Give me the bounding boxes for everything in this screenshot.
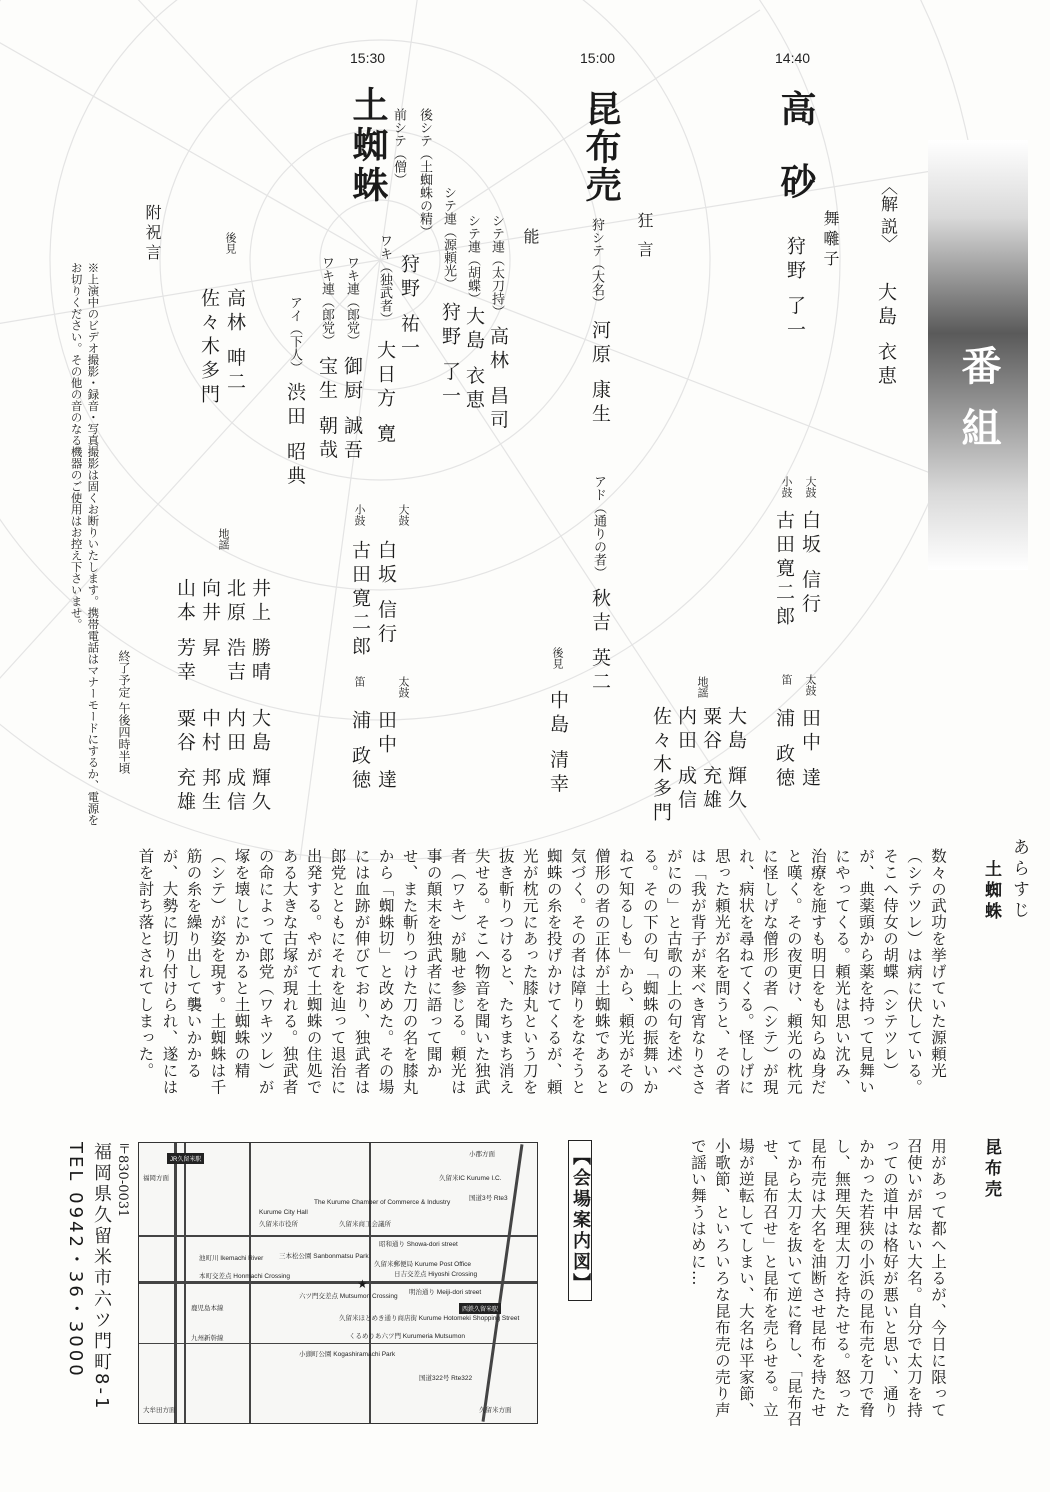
- tsuchigumo-otsuzumi-name: 白坂 信行: [375, 540, 397, 648]
- takasago-title: 高 砂: [775, 90, 817, 211]
- waki-role: ワキ（独武者）: [377, 234, 392, 325]
- konbu-time: 15:00: [580, 50, 616, 66]
- takasago-time: 14:40: [775, 50, 811, 66]
- konbu-shite-name: 河原 康生: [589, 320, 611, 428]
- meiji-dori-road: [139, 1281, 537, 1284]
- tsuchigumo-otsuzumi-label: 大鼓: [397, 504, 410, 526]
- takasago-jiutai-4: 佐々木多門: [650, 706, 672, 826]
- nochi-shite-role: 後シテ（土蜘蛛の精）: [417, 108, 432, 238]
- tsuchigumo-category: 能: [521, 228, 540, 248]
- takasago-otsuzumi-name: 白坂 信行: [799, 510, 821, 618]
- tsuchigumo-jiutai-7: 中村 邦生: [199, 708, 221, 816]
- takasago-kotsuzumi-label: 小鼓: [780, 476, 793, 498]
- tsure2-name: 大島 衣恵: [463, 306, 485, 414]
- tsuchigumo-koken-1: 高林 呻二: [224, 288, 246, 396]
- konbu-synopsis-text: 用があって都へ上るが、今日に限って召使いが居ない大名。自分で太刀を持っての道中は格好が悪いと思い、通りかかった若狭の小浜の昆布売を刀で脅し、無理矢理太刀を持たせる。怒った昆布売は大名を油断させ昆布を持たせてから太刀を抜いて逆に脅し、「昆布召せ、昆布召せ」と昆布を売らせる。立場が逆転してしまい、大名は平家節、小歌節、といろいろな昆布売の売り声で謡い舞うはめに…: [688, 1138, 947, 1428]
- takasago-category: 舞囃子: [821, 210, 840, 270]
- ai-name: 渋田 昭典: [284, 382, 306, 490]
- tsuchigumo-jiutai-2: 北原 浩吉: [224, 578, 246, 686]
- venue-address: 福岡県久留米市六ツ門町8-1: [91, 1142, 112, 1412]
- tsuchigumo-jiutai-5: 大島 輝久: [249, 708, 271, 816]
- hotomeki-label: 久留米ほとめき通り商店街 Kurume Hotomeki Shopping Street: [339, 1315, 520, 1322]
- takasago-taiko-name: 田中 達: [799, 708, 821, 792]
- tsuchigumo-jiutai-8: 粟谷 充雄: [174, 708, 196, 816]
- tsuchigumo-taiko-label: 太鼓: [397, 676, 410, 698]
- venue-star-icon: ★: [357, 1277, 368, 1291]
- konbu-koken-name: 中島 清幸: [547, 690, 569, 798]
- north-south-road-1: [249, 1143, 251, 1423]
- konbu-title: 昆布売: [580, 90, 622, 204]
- mae-shite-role: 前シテ（僧）: [391, 108, 406, 186]
- tsuchigumo-jiutai-4: 山本 芳幸: [174, 578, 196, 686]
- tsuchigumo-shite-name: 狩野 祐一: [398, 254, 420, 362]
- tsure1-name: 高林 昌司: [487, 326, 509, 434]
- ic-label: 久留米IC Kurume I.C.: [439, 1175, 502, 1182]
- takasago-jiutai-2: 粟谷 充雄: [700, 706, 722, 814]
- city-hall: 久留米市役所: [259, 1221, 298, 1228]
- tsuchigumo-taiko-name: 田中 達: [375, 710, 397, 794]
- takasago-shite: 狩野 了一: [784, 236, 806, 344]
- mutsumon-label: 六ツ門交差点 Mutsumon Crossing: [299, 1293, 398, 1300]
- ai-role: アイ（下人）: [287, 296, 302, 374]
- showa-dori-road: [139, 1235, 537, 1237]
- post-label: 久留米郵便局 Kurume Post Office: [374, 1261, 472, 1268]
- venue-map-title: 【会場案内図】: [568, 1140, 592, 1301]
- showa-label: 昭和通り Showa-dori street: [379, 1241, 458, 1248]
- end-time: 終了予定 午後四時半頃: [117, 650, 131, 774]
- tsuchigumo-kotsuzumi-name: 古田寛二郎: [349, 540, 371, 660]
- tsuchigumo-koken-label: 後見: [224, 232, 237, 254]
- shinkansen-label: 九州新幹線: [191, 1335, 224, 1342]
- takasago-taiko-label: 太鼓: [804, 674, 817, 696]
- wakitsure1-role: ワキ連（郎党）: [344, 256, 359, 347]
- tsure2-role: シテ連（胡蝶）: [465, 214, 480, 305]
- wakitsure2-role: ワキ連（郎党）: [319, 256, 334, 347]
- takasago-jiutai-3: 内田 成信: [675, 706, 697, 814]
- konbu-synopsis-title: 昆布売: [981, 1138, 1001, 1201]
- chamber-en: The Kurume Chamber of Commerce & Industry: [314, 1199, 451, 1206]
- to-ogori-label: 小郡方面: [469, 1151, 495, 1158]
- venue-map: [138, 1142, 538, 1424]
- south-road: [139, 1343, 537, 1344]
- tsuchigumo-jiutai-1: 井上 勝晴: [249, 578, 271, 686]
- takasago-fue-name: 浦 政徳: [773, 708, 795, 792]
- takasago-jiutai-label: 地謡: [696, 676, 709, 698]
- notice: ※上演中のビデオ撮影・録音・写真撮影は固くお断りいたします。携帯電話はマナーモードにするか、電源をお切りください。その他の音のなる機器のご使用はお控え下さいませ。: [69, 262, 101, 826]
- meiji-label: 明治通り Meiji-dori street: [409, 1289, 482, 1296]
- banner-title: 番組: [955, 345, 1002, 469]
- wakitsure1-name: 御厨 誠吾: [341, 356, 363, 464]
- tsure1-role: シテ連（太刀持）: [489, 214, 504, 318]
- tsuchigumo-jiutai-label: 地謡: [217, 528, 230, 550]
- tsuchigumo-fue-label: 笛: [353, 676, 366, 687]
- konbu-ado-name: 秋吉 英二: [589, 588, 611, 696]
- north-south-road-2: [369, 1143, 371, 1423]
- konbu-ado-role: アド（通りの者）: [591, 475, 606, 579]
- tsure3-role: シテ連（源頼光）: [441, 186, 456, 290]
- route3-label: 国道3号 Rte3: [469, 1195, 508, 1202]
- konbu-category: 狂 言: [635, 212, 654, 262]
- takasago-jiutai-1: 大島 輝久: [725, 706, 747, 814]
- konbu-shite-role: 狩シテ（大名）: [589, 218, 604, 309]
- banner: [928, 140, 1028, 570]
- kaisetsu-label: 〈解 説〉: [877, 178, 897, 252]
- kogashira-label: 小頭町公園 Kogashiramachi Park: [299, 1351, 396, 1358]
- takasago-fue-label: 笛: [780, 674, 793, 685]
- takasago-otsuzumi-label: 大鼓: [804, 476, 817, 498]
- tsuchigumo-synopsis-title: 土蜘蛛: [981, 860, 1001, 923]
- venue-postal: 〒830-0031: [115, 1142, 130, 1218]
- honmachi-label: 本町交差点 Honmachi Crossing: [199, 1273, 291, 1280]
- to-kurume-label: 久留米方面: [479, 1407, 512, 1414]
- venue-tel: TEL 0942・36・3000: [65, 1142, 86, 1379]
- takasago-kotsuzumi-name: 古田寛二郎: [773, 510, 795, 630]
- to-fukuoka-label: 福岡方面: [143, 1175, 169, 1182]
- to-omuta-label: 大牟田方面: [143, 1407, 176, 1414]
- kurumeria-label: くるめりあ六ツ門 Kurumeria Mutsumon: [349, 1333, 465, 1340]
- tsuchigumo-jiutai-6: 内田 成信: [224, 708, 246, 816]
- ikemachi-label: 池町川 Ikemachi River: [199, 1255, 264, 1262]
- wakitsure2-name: 宝生 朝哉: [316, 356, 338, 464]
- tsuchigumo-title: 土蜘蛛: [347, 86, 389, 206]
- route322-label: 国道322号 Rte322: [419, 1375, 473, 1382]
- tsuchigumo-fue-name: 浦 政徳: [349, 710, 371, 794]
- tsure3-name: 狩野 了一: [439, 302, 461, 410]
- sanbonmatsu-label: 三本松公園 Sanbonmatsu Park: [279, 1253, 369, 1260]
- tsuchigumo-koken-2: 佐々木多門: [198, 288, 220, 408]
- tsuchigumo-time: 15:30: [350, 50, 386, 66]
- jr-station: JR久留米駅: [167, 1153, 204, 1164]
- fushukugen: 附祝言: [143, 204, 162, 264]
- waki-name: 大日方 寛: [374, 340, 396, 448]
- hiyoshi-label: 日吉交差点 Hiyoshi Crossing: [394, 1271, 478, 1278]
- tsuchigumo-jiutai-3: 向井 昇: [199, 578, 221, 662]
- chamber: 久留米商工会議所: [339, 1221, 391, 1228]
- nishitetsu-station: 西鉄久留米駅: [459, 1303, 501, 1314]
- kaisetsu-name: 大島 衣恵: [875, 282, 897, 390]
- city-hall-en: Kurume City Hall: [259, 1209, 308, 1216]
- synopsis-heading: あらすじ: [1009, 838, 1029, 922]
- tsuchigumo-synopsis-text: 数々の武功を挙げていた源頼光（シテツレ）は病に伏している。そこへ侍女の胡蝶（シテツレ）が、典薬頭から薬を持って見舞いにやってくる。頼光は思い沈み、治療を施すも明日をも知らぬ身だと嘆く。その夜更け、頼光の枕元に怪しげな僧形の者（シテ）が現れ、病状を尋ねてくる。怪しげに思った頼光が名を問うと、その者は「我が背子が来べき宵なりささがにの」と古歌の上の句を述べる。その下の句「蜘蛛の振舞いかねて知るしも」から、頼光がその僧形の者の正体が土蜘蛛であると気づく。その者は障りをなそうと蜘蛛の糸を投げかけてくるが、頼光が枕元にあった膝丸という刀を抜き斬りつけると、たちまち消え失せる。そこへ物音を聞いた独武者（ワキ）が馳せ参じる。頼光は事の顛末を独武者に語って聞かせ、また斬りつけた刀の名を膝丸から「蜘蛛切」と改めた。その場には血跡が伸びており、独武者は郎党とともにそれを辿って退治に出発する。やがて土蜘蛛の住処である大きな古塚が現れる。独武者の命によって郎党（ワキツレ）が塚を壊しにかかると土蜘蛛の精（シテ）が姿を現す。土蜘蛛は千筋の糸を繰り出して襲いかかるが、大勢に切り付けられ、遂には首を討ち落とされてしまった。: [136, 848, 947, 1096]
- konbu-koken-label: 後見: [551, 647, 564, 669]
- tsuchigumo-kotsuzumi-label: 小鼓: [353, 504, 366, 526]
- kagoshima-label: 鹿児島本線: [191, 1305, 224, 1312]
